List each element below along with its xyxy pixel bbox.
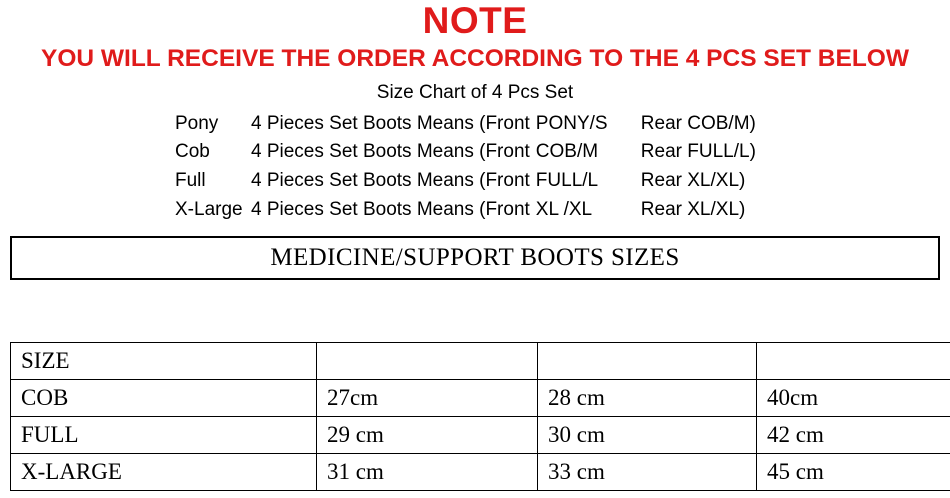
set-chart-front: COB/M: [535, 141, 599, 163]
set-chart-rear: Rear XL/XL): [640, 199, 746, 221]
spacer: [0, 280, 950, 342]
table-cell: 33 cm: [538, 454, 757, 491]
banner-text: MEDICINE/SUPPORT BOOTS SIZES: [270, 244, 680, 271]
set-chart-front: PONY/S: [535, 112, 608, 134]
set-chart-front: XL /XL: [535, 199, 593, 221]
table-row: [11, 417, 950, 454]
set-chart-size: Pony: [175, 112, 219, 134]
table-row: [11, 343, 950, 380]
table-cell: X-LARGE: [11, 454, 317, 491]
set-chart-title: Size Chart of 4 Pcs Set: [376, 81, 574, 103]
set-chart-size: Full: [175, 170, 206, 192]
table-header-col4: [757, 343, 950, 380]
table-cell: 30 cm: [538, 417, 757, 454]
table-header-col3: [538, 343, 757, 380]
set-chart-row: [0, 138, 950, 167]
set-chart-list: [0, 110, 950, 226]
set-chart-means: 4 Pieces Set Boots Means (Front: [251, 112, 530, 134]
set-chart-means: 4 Pieces Set Boots Means (Front: [251, 170, 530, 192]
sizes-table: [10, 342, 950, 491]
note-subtitle: YOU WILL RECEIVE THE ORDER ACCORDING TO THE 4 PCS SET BELOW: [40, 45, 909, 72]
table-header-col2: [317, 343, 538, 380]
table-cell: 27cm: [317, 380, 538, 417]
table-cell: 40cm: [757, 380, 950, 417]
table-cell: 29 cm: [317, 417, 538, 454]
set-chart-means: 4 Pieces Set Boots Means (Front: [251, 199, 530, 221]
set-chart-rear: Rear COB/M): [640, 112, 756, 134]
table-cell: 42 cm: [757, 417, 950, 454]
table-row: [11, 454, 950, 491]
set-chart-rear: Rear XL/XL): [640, 170, 746, 192]
banner-box: [10, 236, 940, 280]
set-chart-row: [0, 110, 950, 139]
note-title: NOTE: [422, 0, 528, 41]
set-chart-rear: Rear FULL/L): [640, 141, 756, 163]
table-cell: 31 cm: [317, 454, 538, 491]
set-chart-size: Cob: [175, 141, 210, 163]
set-chart-means: 4 Pieces Set Boots Means (Front: [251, 141, 530, 163]
set-chart-row: [0, 167, 950, 196]
table-cell: FULL: [11, 417, 317, 454]
table-cell: 28 cm: [538, 380, 757, 417]
table-cell: COB: [11, 380, 317, 417]
table-cell: 45 cm: [757, 454, 950, 491]
table-header-size: SIZE: [11, 343, 317, 380]
set-chart-size: X-Large: [175, 199, 243, 221]
set-chart-row: [0, 196, 950, 225]
set-chart-front: FULL/L: [535, 170, 599, 192]
table-row: [11, 380, 950, 417]
